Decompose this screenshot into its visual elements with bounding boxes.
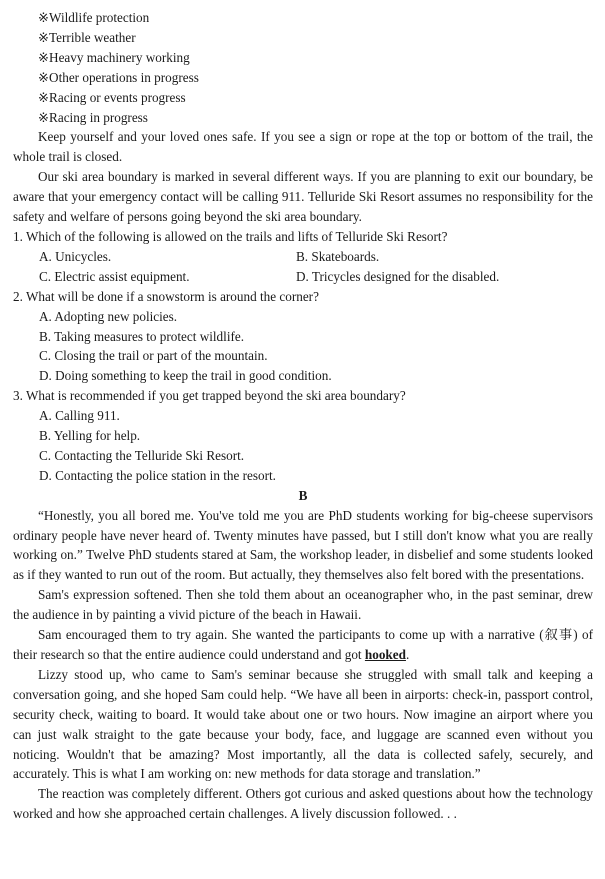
bullet-list: [13, 8, 593, 127]
option-a: A. Unicycles.: [39, 248, 112, 264]
bullet-item: ※Other operations in progress: [38, 69, 199, 85]
option-a: A. Calling 911.: [39, 408, 120, 424]
question-stem: 3. What is recommended if you get trapped beyond the ski area boundary?: [13, 388, 406, 404]
bullet-item: ※Racing in progress: [38, 109, 148, 125]
bullet-item: ※Racing or events progress: [38, 89, 186, 105]
option-c: C. Electric assist equipment.: [39, 268, 190, 284]
option-d: D. Contacting the police station in the resort.: [39, 467, 276, 483]
option-b: B. Taking measures to protect wildlife.: [39, 328, 245, 344]
question-3: [13, 386, 593, 486]
option-c: C. Contacting the Telluride Ski Resort.: [39, 447, 245, 463]
question-stem: 2. What will be done if a snowstorm is around the corner?: [13, 288, 319, 304]
paragraph-text: .: [405, 647, 410, 662]
paragraph-text: Sam encouraged them to try again. She wanted the participants to come up with a narrative (叙事) of their research so that the entire audience could understand and got: [13, 627, 593, 662]
paragraph-boundary: Our ski area boundary is marked in several different ways. If you are planning to exit our boundary, be aware that your emergency contact will be calling 911. Telluride Ski Resort assumes no responsibility for the safety and welfare of persons going beyond the ski area boundary.: [13, 169, 593, 225]
paragraph-b4: Lizzy stood up, who came to Sam's seminar because she struggled with small talk and keeping a conversation going, and she hoped Sam could help. “We have all been in airports: check-in, passport control, security check, waiting to board. It would take about one or two hours. Now imagine an airport where you can just walk straight to the gate because your body, face, and luggage are scanned even without you noticing. Wouldn't that be amazing? Most importantly, all the data is collected safely, securely, and accurately. This is what I am working on: new methods for data storage and translation.”: [13, 666, 593, 782]
question-2: [13, 287, 593, 387]
paragraph-b3: [13, 625, 593, 665]
bullet-item: ※Wildlife protection: [38, 10, 150, 25]
paragraph-trail-closed: Keep yourself and your loved ones safe. If you see a sign or rope at the top or bottom of the trail, the whole trail is closed.: [13, 129, 593, 165]
paragraph-b2: Sam's expression softened. Then she told them about an oceanographer who, in the past seminar, drew the audience in by painting a vivid picture of the beach in Hawaii.: [13, 587, 593, 623]
section-heading-b: B: [298, 487, 308, 503]
option-b: B. Skateboards.: [296, 248, 380, 264]
question-stem: 1. Which of the following is allowed on the trails and lifts of Telluride Ski Resort?: [13, 228, 448, 244]
paragraph-b5: The reaction was completely different. Others got curious and asked questions about how the technology worked and how she approached certain challenges. A lively discussion followed. . .: [13, 786, 593, 822]
bullet-item: ※Heavy machinery working: [38, 49, 190, 65]
option-d: D. Doing something to keep the trail in good condition.: [39, 368, 332, 384]
paragraph-b1: “Honestly, you all bored me. You've told me you are PhD students working for big-cheese supervisors ordinary people have never heard of. Twenty minutes have passed, but I still don't know what you are really working on.” Twelve PhD students stared at Sam, the workshop leader, in disbelief and some students looked as if they wanted to run out of the room. But actually, they themselves also felt bored with the presentations.: [13, 507, 593, 583]
option-d: D. Tricycles designed for the disabled.: [296, 268, 500, 284]
option-b: B. Yelling for help.: [39, 428, 141, 444]
underlined-word: hooked: [364, 647, 406, 662]
bullet-item: ※Terrible weather: [38, 29, 136, 45]
option-c: C. Closing the trail or part of the mountain.: [39, 348, 268, 364]
question-1: [13, 227, 593, 287]
option-a: A. Adopting new policies.: [39, 308, 178, 324]
